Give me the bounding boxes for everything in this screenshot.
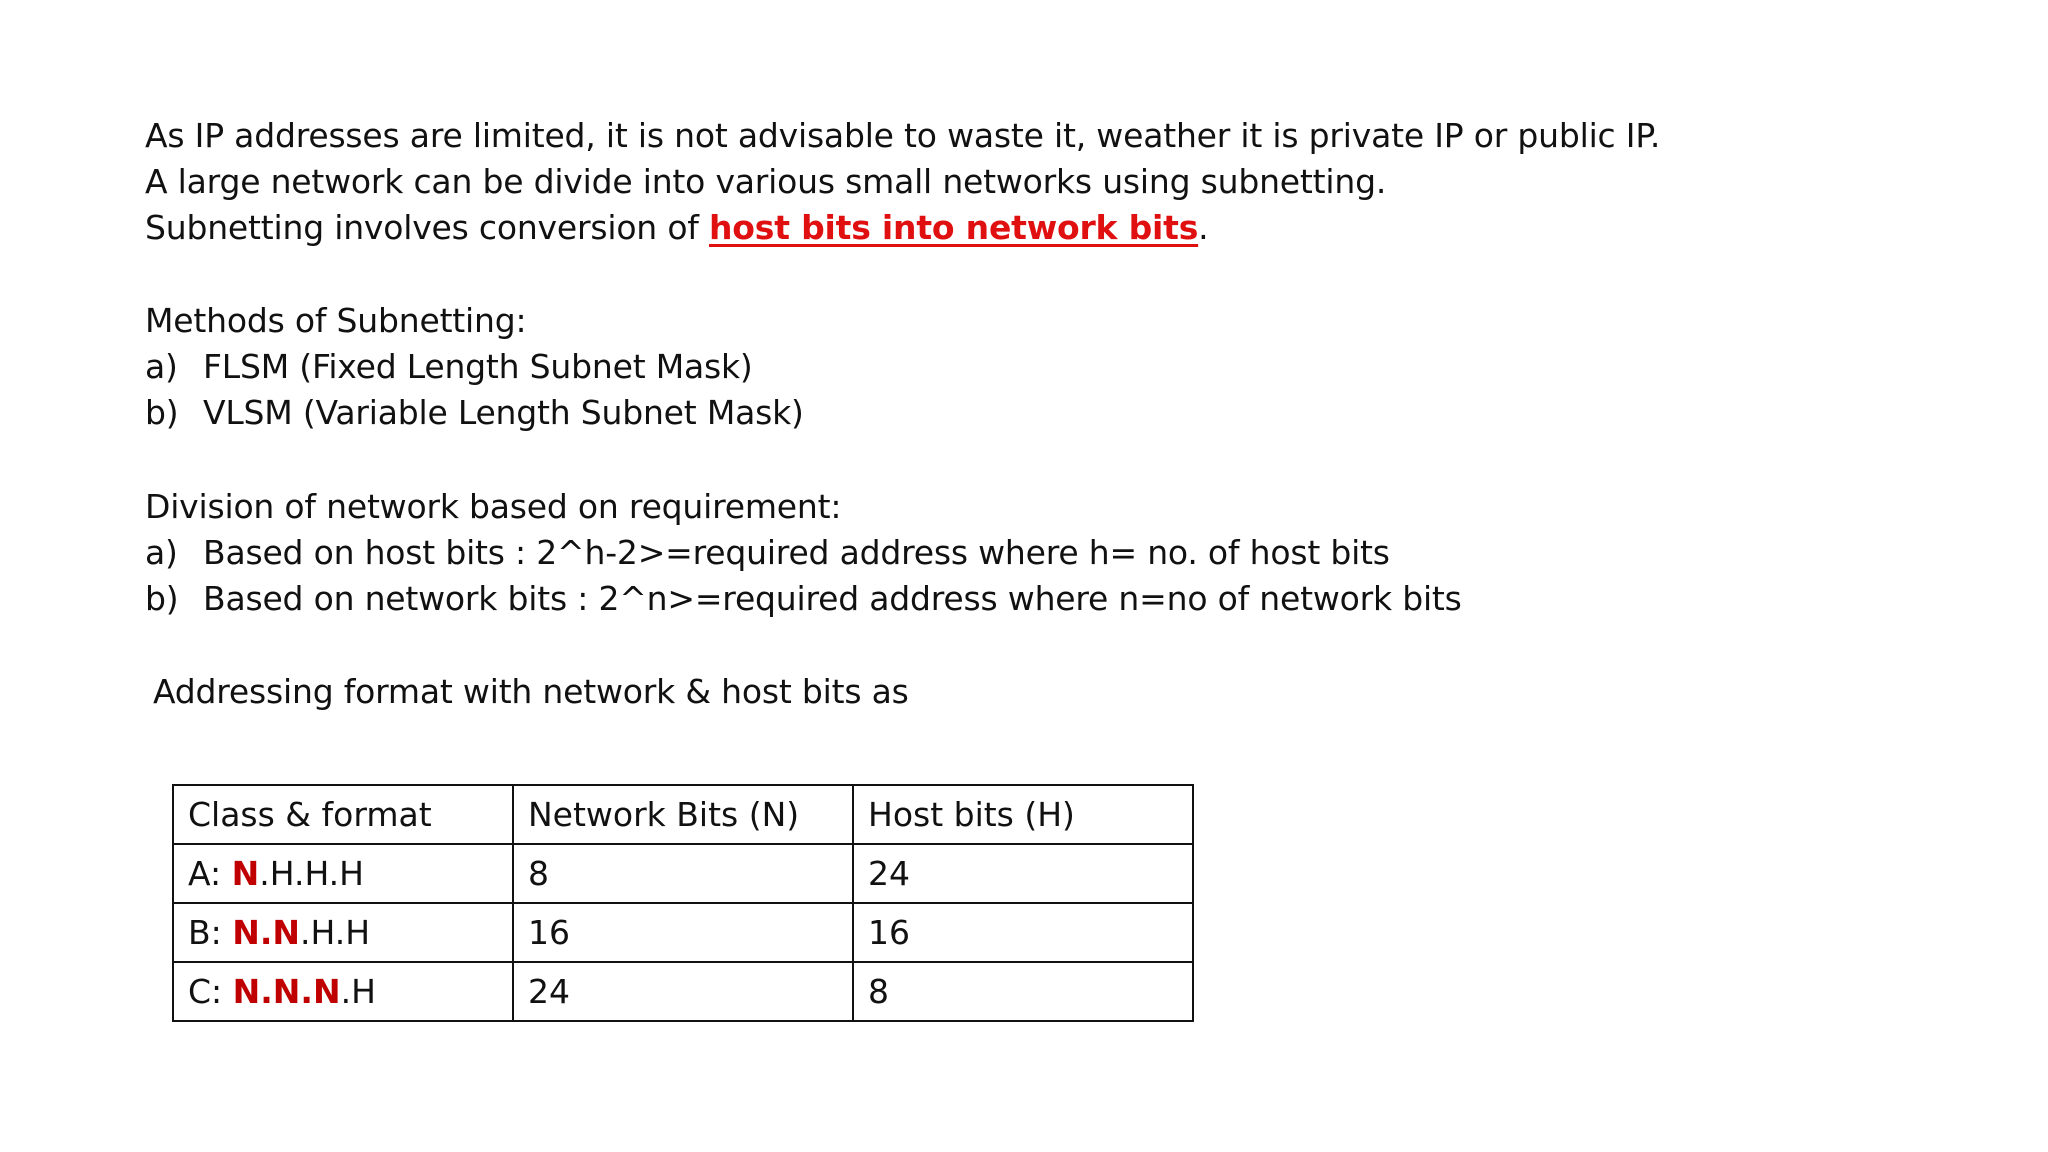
addressing-table [172,784,1194,1022]
network-bits-value: 24 [513,962,853,1021]
class-prefix: C: [188,972,233,1011]
class-a-format [173,844,513,903]
format-caption: Addressing format with network & host bits as [153,672,909,711]
list-item-text: Based on network bits : 2^n>=required address where n=no of network bits [203,579,1462,618]
class-prefix: B: [188,913,233,952]
host-part: .H.H.H [259,854,364,893]
list-item-text: VLSM (Variable Length Subnet Mask) [203,393,804,432]
header-host-bits: Host bits (H) [853,785,1193,844]
class-prefix: A: [188,854,232,893]
list-marker: a) [145,533,178,572]
intro-line-3-prefix: Subnetting involves conversion of [145,208,710,247]
table-row [173,903,1193,962]
header-network-bits: Network Bits (N) [513,785,853,844]
division-item-network-bits [145,576,1462,622]
intro-line-3 [145,205,1208,251]
methods-heading: Methods of Subnetting: [145,301,527,340]
network-bits-value: 8 [513,844,853,903]
division-heading: Division of network based on requirement: [145,487,842,526]
list-marker: a) [145,347,178,386]
class-b-format [173,903,513,962]
highlight-host-to-network: host bits into network bits [709,208,1199,247]
network-bits-value: 16 [513,903,853,962]
header-class-format: Class & format [173,785,513,844]
intro-line-2: A large network can be divide into various small networks using subnetting. [145,162,1387,201]
network-part: N [231,854,260,893]
class-c-format [173,962,513,1021]
table-header-row [173,785,1193,844]
table-row [173,844,1193,903]
network-part: N.N.N [232,972,341,1011]
host-bits-value: 16 [853,903,1193,962]
methods-item-flsm [145,344,753,390]
network-part: N.N [232,913,301,952]
list-item-text: FLSM (Fixed Length Subnet Mask) [203,347,753,386]
host-bits-value: 24 [853,844,1193,903]
host-bits-value: 8 [853,962,1193,1021]
methods-item-vlsm [145,390,804,436]
list-marker: b) [145,393,179,432]
list-item-text: Based on host bits : 2^h-2>=required address where h= no. of host bits [203,533,1390,572]
division-item-host-bits [145,530,1390,576]
host-part: .H [340,972,376,1011]
host-part: .H.H [300,913,371,952]
list-marker: b) [145,579,179,618]
intro-line-3-suffix: . [1198,208,1209,247]
table-row [173,962,1193,1021]
intro-line-1: As IP addresses are limited, it is not advisable to waste it, weather it is private IP or public IP. [145,116,1661,155]
